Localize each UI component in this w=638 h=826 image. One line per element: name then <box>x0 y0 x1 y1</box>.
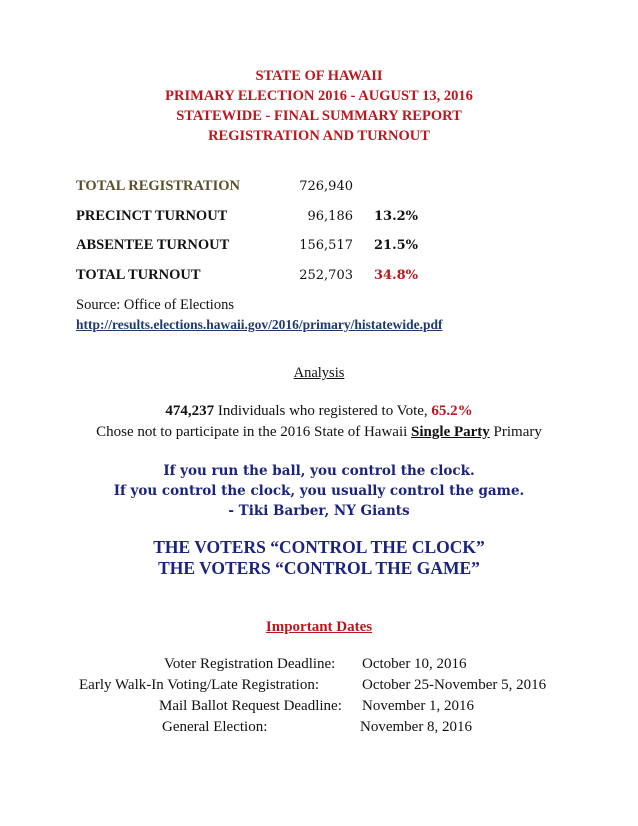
voters-statement <box>0 537 638 579</box>
date-label: General Election: <box>162 719 268 735</box>
quote-block <box>0 461 638 521</box>
date-value: November 1, 2016 <box>362 698 475 714</box>
stat-value: 252,703 <box>299 268 353 283</box>
analysis-count: 474,237 <box>165 403 215 419</box>
analysis-title: Analysis <box>293 365 345 381</box>
stat-value: 96,186 <box>307 209 353 224</box>
dates-title: Important Dates <box>265 619 373 635</box>
stat-label: TOTAL REGISTRATION <box>76 178 240 194</box>
analysis-line-1 <box>0 403 638 420</box>
quote-attribution: - Tiki Barber, NY Giants <box>228 503 410 519</box>
quote-line-2: If you control the clock, you usually control the game. <box>113 483 525 499</box>
date-value: October 10, 2016 <box>362 656 467 672</box>
stat-row-total-turnout <box>76 267 596 287</box>
header-state: STATE OF HAWAII <box>255 68 383 84</box>
source-note: Source: Office of Elections <box>76 297 234 313</box>
header-election: PRIMARY ELECTION 2016 - AUGUST 13, 2016 <box>165 88 473 104</box>
quote-line-1: If you run the ball, you control the clock. <box>163 463 475 479</box>
header-report: STATEWIDE - FINAL SUMMARY REPORT <box>176 108 462 124</box>
stat-value: 726,940 <box>299 179 353 194</box>
analysis-text: Individuals who registered to Vote, <box>214 403 432 419</box>
stat-label: TOTAL TURNOUT <box>76 267 201 283</box>
analysis-percent: 65.2% <box>431 403 473 419</box>
stat-value: 156,517 <box>299 238 353 253</box>
analysis-text: Primary <box>489 424 542 440</box>
stat-row-precinct-turnout <box>76 208 596 228</box>
stat-percent: 21.5% <box>374 238 419 253</box>
report-header <box>0 66 638 146</box>
source-link[interactable]: http://results.elections.hawaii.gov/2016/primary/histatewide.pdf <box>76 317 443 332</box>
date-label: Early Walk-In Voting/Late Registration: <box>79 677 319 693</box>
voters-line-2: THE VOTERS “CONTROL THE GAME” <box>158 558 480 578</box>
date-label: Voter Registration Deadline: <box>164 656 336 672</box>
analysis-line-2 <box>0 424 638 441</box>
stat-row-absentee-turnout <box>76 237 596 257</box>
stat-row-total-registration <box>76 178 596 198</box>
date-value: November 8, 2016 <box>360 719 473 735</box>
voters-line-1: THE VOTERS “CONTROL THE CLOCK” <box>153 537 485 557</box>
stat-percent: 13.2% <box>374 209 419 224</box>
analysis-text: Chose not to participate in the 2016 State of Hawaii <box>96 424 412 440</box>
stat-label: PRECINCT TURNOUT <box>76 208 228 224</box>
stat-percent-highlight: 34.8% <box>374 268 419 283</box>
analysis-emphasis: Single Party <box>411 424 490 440</box>
header-subtitle: REGISTRATION AND TURNOUT <box>208 128 430 144</box>
date-label: Mail Ballot Request Deadline: <box>159 698 342 714</box>
stat-label: ABSENTEE TURNOUT <box>76 237 230 253</box>
date-value: October 25-November 5, 2016 <box>362 677 547 693</box>
